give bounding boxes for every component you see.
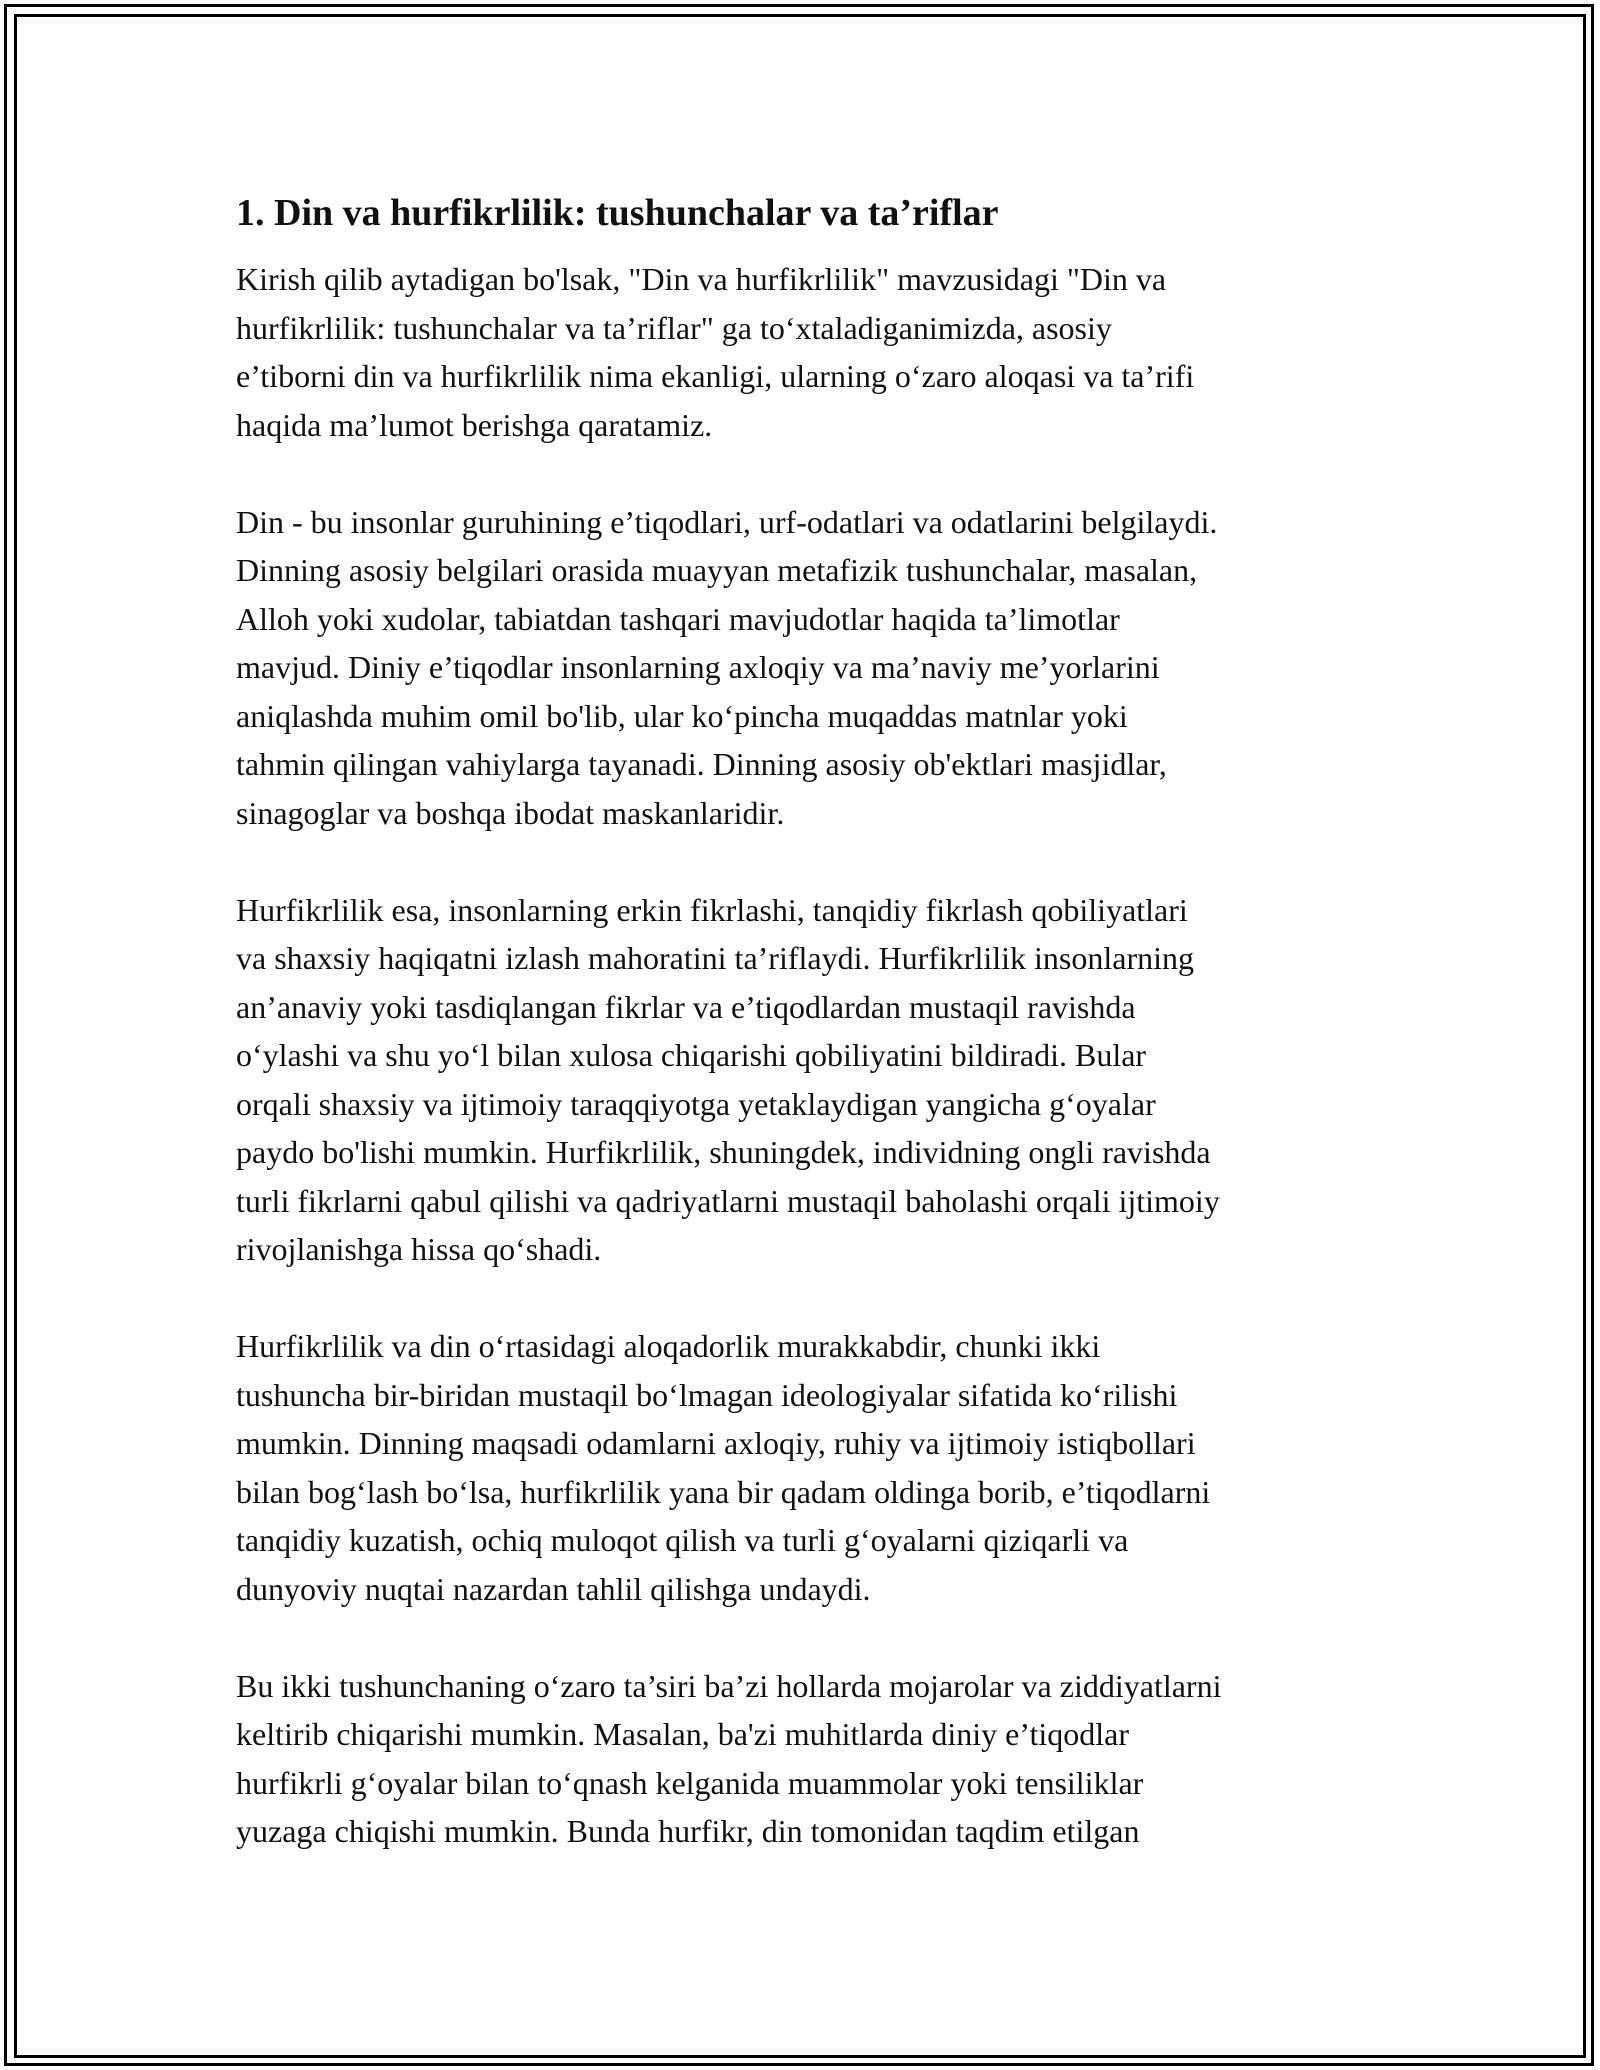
- text-line: tahmin qilingan vahiylarga tayanadi. Dinning asosiy ob'ektlari masjidlar,: [236, 746, 1167, 782]
- document-content: [236, 185, 1376, 1904]
- text-line: va shaxsiy haqiqatni izlash mahoratini ta’riflaydi. Hurfikrlilik insonlarning: [236, 940, 1194, 976]
- text-line: yuzaga chiqishi mumkin. Bunda hurfikr, din tomonidan taqdim etilgan: [236, 1813, 1140, 1849]
- text-line: aniqlashda muhim omil bo'lib, ular ko‘pincha muqaddas matnlar yoki: [236, 697, 1128, 734]
- text-line: keltirib chiqarishi mumkin. Masalan, ba'zi muhitlarda diniy e’tiqodlar: [236, 1716, 1129, 1752]
- text-line: sinagoglar va boshqa ibodat maskanlaridir.: [236, 794, 785, 831]
- text-line: tanqidiy kuzatish, ochiq muloqot qilish va turli g‘oyalarni qiziqarli va: [236, 1522, 1129, 1558]
- text-line: hurfikrli g‘oyalar bilan to‘qnash kelganida muammolar yoki tensiliklar: [236, 1764, 1144, 1801]
- paragraph-relationship: [236, 1322, 1376, 1613]
- text-line: turli fikrlarni qabul qilishi va qadriyatlarni mustaqil baholashi orqali ijtimoiy: [236, 1182, 1220, 1219]
- text-line: Alloh yoki xudolar, tabiatdan tashqari mavjudotlar haqida ta’limotlar: [236, 600, 1120, 637]
- text-line: Hurfikrlilik va din o‘rtasidagi aloqadorlik murakkabdir, chunki ikki: [236, 1328, 1101, 1364]
- text-line: bilan bog‘lash bo‘lsa, hurfikrlilik yana bir qadam oldinga borib, e’tiqodlarni: [236, 1473, 1211, 1510]
- text-line: an’anaviy yoki tasdiqlangan fikrlar va e’tiqodlardan mustaqil ravishda: [236, 988, 1136, 1025]
- paragraph-freethinking: [236, 886, 1376, 1274]
- text-line: haqida ma’lumot berishga qaratamiz.: [236, 406, 713, 443]
- text-line: Hurfikrlilik esa, insonlarning erkin fikrlashi, tanqidiy fikrlash qobiliyatlari: [236, 891, 1188, 928]
- text-line: rivojlanishga hissa qo‘shadi.: [236, 1231, 602, 1267]
- text-line: Din - bu insonlar guruhining e’tiqodlari, urf-odatlari va odatlarini belgilaydi.: [236, 503, 1218, 540]
- text-line: e’tiborni din va hurfikrlilik nima ekanligi, ularning o‘zaro aloqasi va ta’rifi: [236, 358, 1195, 394]
- text-line: mumkin. Dinning maqsadi odamlarni axloqiy, ruhiy va ijtimoiy istiqbollari: [236, 1425, 1196, 1461]
- text-line: dunyoviy nuqtai nazardan tahlil qilishga undaydi.: [236, 1570, 871, 1607]
- paragraph-conflicts: [236, 1662, 1376, 1856]
- paragraph-religion: [236, 498, 1376, 838]
- text-line: hurfikrlilik: tushunchalar va ta’riflar" ga to‘xtaladiganimizda, asosiy: [236, 309, 1112, 346]
- text-line: orqali shaxsiy va ijtimoiy taraqqiyotga yetaklaydigan yangicha g‘oyalar: [236, 1085, 1156, 1122]
- text-line: Dinning asosiy belgilari orasida muayyan metafizik tushunchalar, masalan,: [236, 552, 1198, 588]
- text-line: Kirish qilib aytadigan bo'lsak, "Din va hurfikrlilik" mavzusidagi "Din va: [236, 261, 1167, 297]
- paragraph-intro: [236, 255, 1376, 449]
- text-line: o‘ylashi va shu yo‘l bilan xulosa chiqarishi qobiliyatini bildiradi. Bular: [236, 1037, 1147, 1073]
- text-line: paydo bo'lishi mumkin. Hurfikrlilik, shuningdek, individning ongli ravishda: [236, 1134, 1211, 1170]
- text-line: mavjud. Diniy e’tiqodlar insonlarning axloqiy va ma’naviy me’yorlarini: [236, 649, 1160, 685]
- text-line: Bu ikki tushunchaning o‘zaro ta’siri ba’zi hollarda mojarolar va ziddiyatlarni: [236, 1667, 1222, 1704]
- section-heading: 1. Din va hurfikrlilik: tushunchalar va ta’riflar: [236, 192, 999, 234]
- text-line: tushuncha bir-biridan mustaqil bo‘lmagan ideologiyalar sifatida ko‘rilishi: [236, 1376, 1178, 1413]
